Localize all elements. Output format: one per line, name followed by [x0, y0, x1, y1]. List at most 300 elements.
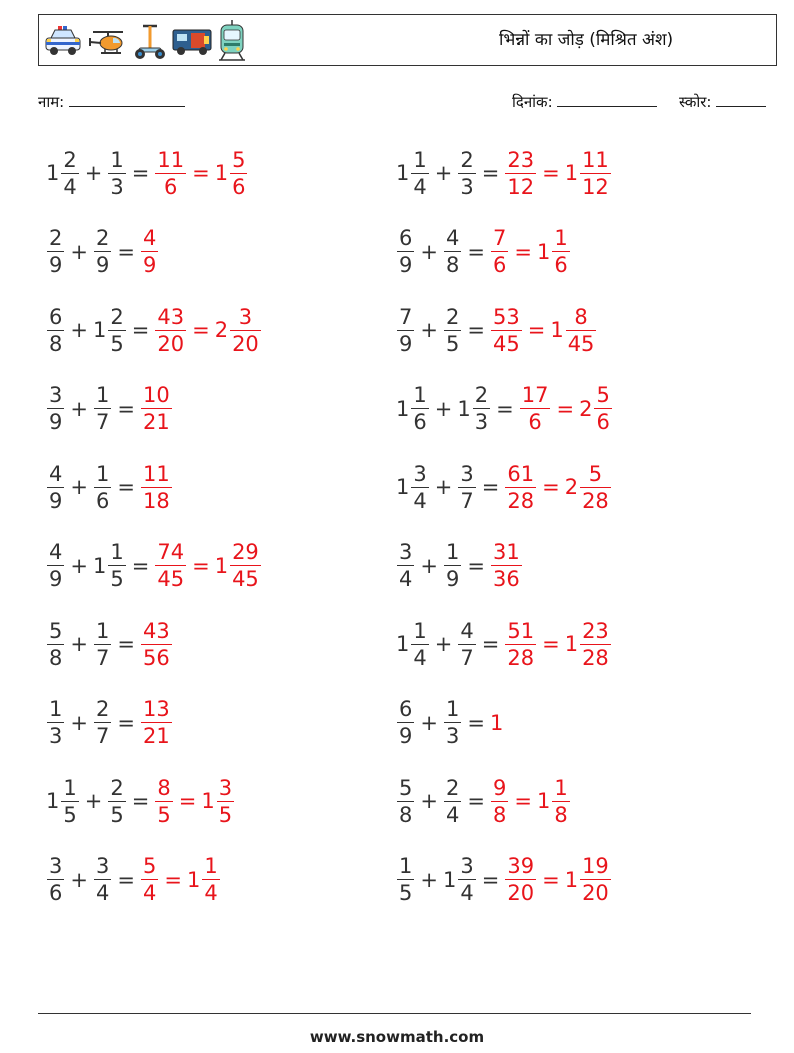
addend-b-denominator: 7: [95, 724, 110, 748]
addend-a-numerator: 1: [63, 775, 77, 800]
answer-mixed-fraction: [230, 304, 261, 357]
addend-b-fraction: [108, 147, 125, 200]
answer-improper-denominator: 20: [157, 331, 185, 356]
addend-a-numerator: 3: [49, 383, 63, 407]
addend-a-fraction: [47, 696, 64, 749]
answer-improper-denominator: 45: [157, 567, 185, 591]
problem-item: [46, 143, 248, 203]
plus-sign: +: [84, 161, 103, 185]
equals-sign: =: [131, 318, 150, 342]
answer-equals-sign: =: [514, 789, 532, 813]
problem-item: [46, 771, 235, 831]
addend-b-numerator: 2: [110, 775, 124, 800]
addend-a-numerator: 4: [49, 540, 63, 564]
plus-sign: +: [70, 632, 88, 656]
score-blank-line: [716, 92, 766, 107]
answer-mixed-denominator: 20: [232, 331, 259, 356]
answer-improper-fraction: [141, 853, 158, 906]
answer-improper-numerator: 51: [507, 618, 535, 643]
answer-improper-denominator: 28: [507, 645, 535, 670]
addend-a-numerator: 4: [49, 461, 63, 486]
page-title: भिन्नों का जोड़ (मिश्रित अंश): [499, 30, 674, 50]
addend-b-whole: 1: [92, 553, 107, 578]
answer-mixed-numerator: 5: [588, 461, 603, 486]
date-score-field: [512, 92, 766, 112]
problem-item: [396, 143, 612, 203]
answer-mixed-fraction: [202, 853, 219, 906]
plus-sign: +: [70, 239, 88, 264]
addend-b-fraction: [94, 618, 111, 671]
answer-improper-numerator: 74: [157, 540, 185, 564]
answer-mixed-whole: 2: [579, 396, 593, 421]
answer-improper-numerator: 10: [142, 383, 170, 407]
problem-item: [46, 300, 262, 360]
answer: [490, 711, 504, 735]
answer: [154, 539, 261, 592]
addend-b-fraction: [458, 461, 475, 514]
answer-mixed-numerator: 11: [582, 147, 609, 172]
addend-a-denominator: 9: [49, 567, 63, 591]
addend-a-denominator: 4: [413, 645, 427, 670]
answer-mixed-whole: 1: [201, 789, 215, 813]
answer-improper-fraction: [505, 147, 536, 200]
addend-a-numerator: 3: [49, 854, 63, 878]
answer-equals-sign: =: [527, 318, 546, 342]
answer-improper-numerator: 61: [507, 461, 535, 486]
addend-b-fraction: [444, 696, 461, 749]
answer-improper-denominator: 36: [492, 567, 520, 591]
addend-b-fraction: [94, 225, 111, 278]
addend-b-fraction: [108, 304, 125, 357]
answer-mixed-numerator: 23: [582, 618, 609, 643]
addend-a-numerator: 2: [49, 226, 63, 250]
plus-sign: +: [420, 867, 438, 892]
addend-a-numerator: 1: [49, 697, 63, 721]
plus-sign: +: [420, 239, 438, 264]
addend-a-fraction: [47, 853, 64, 906]
equals-sign: =: [496, 396, 514, 421]
answer-mixed-fraction: [580, 461, 611, 514]
answer: [490, 304, 597, 357]
problem-item: [396, 457, 612, 517]
addend-b-numerator: 1: [445, 697, 460, 721]
plus-sign: +: [70, 475, 88, 499]
equals-sign: =: [131, 161, 150, 185]
footer-url: www.snowmath.com: [309, 1028, 485, 1046]
problem-item: [46, 850, 221, 910]
addend-b-whole: 1: [457, 396, 471, 421]
addend-a-fraction: [411, 618, 428, 671]
addend-a-denominator: 8: [49, 331, 63, 356]
answer-improper-fraction: [141, 461, 172, 514]
addend-b-numerator: 1: [445, 540, 460, 564]
equals-sign: =: [131, 789, 150, 813]
answer-improper-denominator: 5: [157, 802, 171, 827]
problem-item: [46, 693, 173, 753]
answer-equals-sign: =: [192, 161, 210, 185]
plus-sign: +: [420, 318, 438, 342]
answer-mixed-fraction: [580, 853, 611, 906]
answer-mixed-denominator: 6: [554, 253, 568, 277]
answer-improper-fraction: [505, 853, 536, 906]
answer-mixed-fraction: [230, 539, 261, 592]
answer-improper-fraction: [155, 775, 172, 828]
answer-improper-numerator: 7: [492, 226, 507, 250]
addend-a-fraction: [61, 147, 78, 200]
answer: [504, 618, 611, 671]
answer-improper-fraction: [491, 539, 522, 592]
answer-improper-denominator: 21: [142, 410, 170, 434]
addend-a-fraction: [397, 853, 414, 906]
problem-item: [396, 300, 597, 360]
answer: [154, 147, 248, 200]
header-box: [38, 14, 777, 66]
addend-b-fraction: [108, 775, 125, 828]
answer-equals-sign: =: [178, 789, 197, 813]
addend-b-numerator: 2: [95, 226, 110, 250]
addend-a-denominator: 5: [399, 881, 413, 905]
answer-equals-sign: =: [542, 475, 560, 499]
answer-mixed-whole: 1: [564, 632, 579, 656]
answer: [154, 304, 261, 357]
problem-item: [46, 222, 159, 282]
addend-a-denominator: 8: [49, 645, 63, 670]
answer-improper-fraction: [155, 539, 186, 592]
equals-sign: =: [117, 475, 135, 499]
answer-mixed-denominator: 6: [232, 174, 246, 199]
plus-sign: +: [70, 318, 88, 342]
addend-b-denominator: 4: [95, 881, 110, 905]
addend-b-denominator: 3: [460, 174, 474, 199]
addend-b-denominator: 7: [460, 488, 474, 513]
problem-item: [46, 536, 262, 596]
plus-sign: +: [420, 789, 438, 813]
answer-mixed-numerator: 5: [596, 383, 610, 407]
date-label: दिनांक:: [512, 93, 553, 111]
answer-equals-sign: =: [514, 239, 532, 264]
answer: [490, 225, 571, 278]
plus-sign: +: [70, 553, 88, 578]
addend-a-numerator: 3: [413, 461, 427, 486]
addend-a-fraction: [47, 539, 64, 592]
addend-b-numerator: 2: [445, 304, 460, 329]
answer: [140, 696, 173, 749]
addend-b-denominator: 3: [110, 174, 124, 199]
answer-equals-sign: =: [542, 867, 560, 892]
answer-improper-numerator: 8: [157, 775, 171, 800]
answer-mixed-denominator: 28: [582, 488, 609, 513]
equals-sign: =: [467, 318, 485, 342]
addend-a-fraction: [411, 147, 428, 200]
problem-item: [396, 222, 571, 282]
answer-improper-numerator: 11: [157, 147, 185, 172]
addend-b-fraction: [94, 461, 111, 514]
addend-a-numerator: 2: [63, 147, 77, 172]
answer-improper-denominator: 56: [142, 645, 170, 670]
answer-mixed-whole: 1: [214, 553, 229, 578]
addend-a-numerator: 1: [413, 618, 427, 643]
answer-mixed-denominator: 45: [232, 567, 259, 591]
answer-improper-denominator: 6: [528, 410, 542, 434]
answer-improper-denominator: 45: [492, 331, 520, 356]
answer-improper-fraction: [491, 225, 508, 278]
answer-mixed-denominator: 12: [582, 174, 609, 199]
addend-b-numerator: 4: [445, 226, 460, 250]
addend-a-denominator: 9: [49, 410, 63, 434]
answer-mixed-denominator: 8: [554, 802, 568, 827]
date-blank-line: [557, 92, 657, 107]
answer-improper-numerator: 9: [492, 775, 507, 800]
answer-improper-fraction: [505, 618, 536, 671]
addend-a-numerator: 1: [413, 147, 427, 172]
equals-sign: =: [117, 239, 135, 264]
helicopter-icon: [87, 24, 129, 58]
addend-a-fraction: [47, 225, 64, 278]
answer-improper-numerator: 5: [142, 854, 157, 878]
problem-item: [396, 536, 523, 596]
answer-improper-numerator: 4: [142, 226, 157, 250]
addend-b-denominator: 5: [110, 567, 124, 591]
equals-sign: =: [117, 867, 135, 892]
header-icons: [43, 19, 247, 63]
answer-improper-fraction: [491, 304, 522, 357]
answer-improper-denominator: 12: [507, 174, 535, 199]
answer-improper-denominator: 20: [507, 881, 535, 905]
answer: [504, 853, 611, 906]
addend-b-denominator: 5: [110, 802, 124, 827]
addend-a-fraction: [47, 382, 64, 435]
answer-mixed-fraction: [552, 225, 569, 278]
answer-improper-denominator: 6: [164, 174, 178, 199]
answer-improper-fraction: [141, 225, 158, 278]
addend-a-whole: 1: [396, 632, 410, 656]
answer-mixed-whole: 1: [564, 867, 579, 892]
answer-mixed-whole: 1: [564, 161, 579, 185]
answer-improper-numerator: 43: [142, 618, 170, 643]
answer-equals-sign: =: [192, 318, 210, 342]
addend-a-whole: 1: [396, 161, 410, 185]
addend-a-fraction: [47, 461, 64, 514]
answer-mixed-denominator: 20: [582, 881, 609, 905]
answer-improper-numerator: 39: [507, 854, 535, 878]
addend-b-fraction: [444, 225, 461, 278]
answer-mixed-numerator: 1: [554, 775, 568, 800]
plus-sign: +: [70, 396, 88, 421]
addend-a-whole: 1: [46, 161, 60, 185]
addend-a-denominator: 6: [49, 881, 63, 905]
answer-improper-denominator: 28: [507, 488, 535, 513]
truck-icon: [171, 24, 213, 58]
answer: [140, 225, 159, 278]
answer-improper-whole: 1: [489, 710, 504, 735]
answer-improper-denominator: 6: [492, 253, 507, 277]
addend-b-numerator: 3: [95, 854, 110, 878]
answer-improper-numerator: 53: [492, 304, 520, 329]
equals-sign: =: [467, 710, 485, 735]
answer-mixed-denominator: 45: [567, 331, 595, 356]
answer-improper-fraction: [520, 382, 551, 435]
addend-b-fraction: [94, 853, 111, 906]
answer-mixed-numerator: 1: [204, 854, 218, 878]
answer-mixed-whole: 2: [214, 318, 229, 342]
answer-mixed-numerator: 3: [218, 775, 233, 800]
answer-mixed-numerator: 3: [238, 304, 253, 329]
addend-a-denominator: 4: [63, 174, 77, 199]
plus-sign: +: [434, 396, 453, 421]
answer-improper-numerator: 43: [157, 304, 185, 329]
problem-item: [396, 614, 612, 674]
problem-item: [46, 457, 173, 517]
addend-b-fraction: [444, 775, 461, 828]
answer-mixed-fraction: [594, 382, 611, 435]
addend-a-numerator: 3: [399, 540, 413, 564]
addend-b-denominator: 3: [474, 410, 489, 434]
answer: [519, 382, 613, 435]
addend-a-denominator: 4: [399, 567, 413, 591]
answer-improper-fraction: [491, 775, 508, 828]
answer-mixed-numerator: 5: [232, 147, 246, 172]
addend-a-fraction: [397, 304, 414, 357]
answer-improper-fraction: [505, 461, 536, 514]
addend-b-fraction: [473, 382, 490, 435]
name-blank-line: [69, 92, 185, 107]
addend-a-denominator: 6: [413, 410, 427, 434]
addend-b-denominator: 3: [445, 724, 460, 748]
answer-mixed-numerator: 29: [232, 540, 259, 564]
name-field: [38, 92, 185, 112]
addend-a-denominator: 5: [63, 802, 77, 827]
addend-b-numerator: 4: [460, 618, 474, 643]
answer: [140, 618, 173, 671]
addend-a-denominator: 9: [399, 331, 413, 356]
addend-b-fraction: [458, 147, 475, 200]
addend-b-whole: 1: [92, 318, 107, 342]
answer-mixed-denominator: 5: [218, 802, 233, 827]
answer: [504, 147, 611, 200]
addend-b-numerator: 2: [460, 147, 474, 172]
problem-item: [396, 850, 612, 910]
addend-b-denominator: 5: [110, 331, 124, 356]
addend-b-numerator: 2: [95, 697, 110, 721]
addend-b-numerator: 1: [110, 147, 124, 172]
equals-sign: =: [117, 710, 135, 735]
addend-a-denominator: 4: [413, 488, 427, 513]
addend-b-denominator: 7: [460, 645, 474, 670]
equals-sign: =: [131, 553, 150, 578]
answer-improper-denominator: 9: [142, 253, 157, 277]
answer-mixed-denominator: 28: [582, 645, 609, 670]
answer-mixed-whole: 2: [564, 475, 579, 499]
answer-equals-sign: =: [164, 867, 182, 892]
addend-b-denominator: 7: [95, 410, 110, 434]
equals-sign: =: [467, 789, 485, 813]
plus-sign: +: [70, 710, 88, 735]
answer: [490, 539, 523, 592]
addend-a-whole: 1: [46, 789, 60, 813]
plus-sign: +: [70, 867, 88, 892]
name-label: नाम:: [38, 93, 65, 111]
answer-mixed-whole: 1: [536, 789, 551, 813]
equals-sign: =: [481, 867, 500, 892]
addend-a-fraction: [397, 775, 414, 828]
addend-b-fraction: [458, 618, 475, 671]
answer-mixed-whole: 1: [536, 239, 551, 264]
answer-improper-numerator: 17: [521, 383, 549, 407]
addend-a-numerator: 1: [413, 383, 427, 407]
answer-improper-fraction: [141, 382, 172, 435]
answer-mixed-fraction: [580, 618, 611, 671]
addend-a-denominator: 9: [49, 488, 63, 513]
footer-rule: [38, 1013, 751, 1014]
police-car-icon: [43, 24, 83, 58]
answer: [154, 775, 235, 828]
addend-b-fraction: [458, 853, 475, 906]
answer-improper-fraction: [155, 304, 186, 357]
addend-a-denominator: 4: [413, 174, 427, 199]
answer: [140, 382, 173, 435]
answer-mixed-fraction: [566, 304, 597, 357]
answer-mixed-fraction: [552, 775, 569, 828]
answer-equals-sign: =: [542, 161, 560, 185]
segway-icon: [133, 22, 167, 60]
addend-a-numerator: 6: [399, 697, 413, 721]
answer-mixed-numerator: 8: [574, 304, 588, 329]
problem-item: [396, 379, 613, 439]
addend-a-denominator: 9: [399, 724, 413, 748]
addend-a-denominator: 3: [49, 724, 63, 748]
addend-b-denominator: 4: [445, 802, 460, 827]
answer-improper-numerator: 11: [142, 461, 170, 486]
addend-b-fraction: [94, 696, 111, 749]
addend-a-numerator: 7: [399, 304, 413, 329]
answer-improper-denominator: 4: [142, 881, 157, 905]
answer: [140, 853, 221, 906]
answer: [140, 461, 173, 514]
addend-a-whole: 1: [396, 475, 410, 499]
addend-a-numerator: 5: [49, 618, 63, 643]
addend-b-numerator: 1: [110, 540, 124, 564]
answer-mixed-denominator: 4: [204, 881, 218, 905]
problem-item: [396, 771, 571, 831]
answer-improper-numerator: 13: [142, 697, 170, 721]
addend-a-fraction: [47, 304, 64, 357]
addend-b-numerator: 1: [95, 383, 110, 407]
answer-equals-sign: =: [192, 553, 210, 578]
plus-sign: +: [420, 553, 438, 578]
addend-a-fraction: [411, 382, 428, 435]
answer-improper-denominator: 8: [492, 802, 507, 827]
addend-b-denominator: 7: [95, 645, 110, 670]
addend-b-numerator: 2: [110, 304, 124, 329]
addend-a-fraction: [61, 775, 78, 828]
addend-b-denominator: 9: [445, 567, 460, 591]
tram-icon: [217, 20, 247, 62]
addend-a-numerator: 1: [399, 854, 413, 878]
addend-b-numerator: 2: [445, 775, 460, 800]
addend-b-numerator: 3: [460, 854, 474, 878]
equals-sign: =: [481, 475, 500, 499]
addend-b-denominator: 6: [95, 488, 110, 513]
addend-b-denominator: 8: [445, 253, 460, 277]
addend-b-whole: 1: [442, 867, 457, 892]
addend-a-denominator: 9: [399, 253, 413, 277]
addend-a-numerator: 5: [399, 775, 413, 800]
answer-mixed-fraction: [580, 147, 611, 200]
equals-sign: =: [117, 396, 135, 421]
answer-mixed-numerator: 1: [554, 226, 568, 250]
addend-b-numerator: 1: [95, 461, 110, 486]
plus-sign: +: [434, 475, 453, 499]
